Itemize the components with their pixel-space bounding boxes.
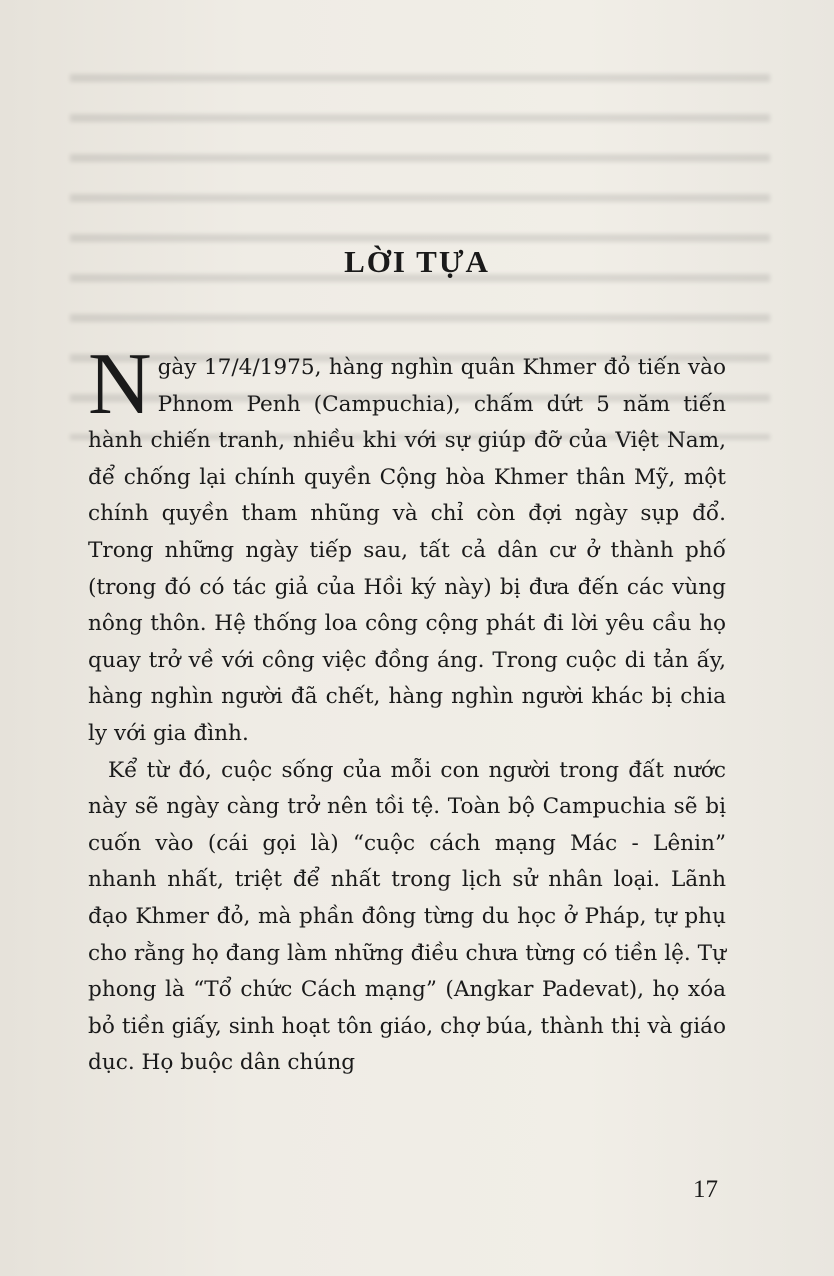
paragraph-1: [88, 336, 726, 753]
paragraph-2: Kể từ đó, cuộc sống của mỗi con người trong đất nước này sẽ ngày càng trở nên tồi tệ. Toàn bộ Campuchia sẽ bị cuốn vào (cái gọi là) “cuộc cách mạng Mác - Lênin” nhanh nhất, triệt để nhất trong lịch sử nhân loại. Lãnh đạo Khmer đỏ, mà phần đông từng du học ở Pháp, tự phụ cho rằng họ đang làm những điều chưa từng có tiền lệ. Tự phong là “Tổ chức Cách mạng” (Angkar Padevat), họ xóa bỏ tiền giấy, sinh hoạt tôn giáo, chợ búa, thành thị và giáo dục. Họ buộc dân chúng: [88, 757, 726, 1076]
drop-cap: N: [88, 336, 152, 433]
chapter-title: LỜI TỰA: [344, 244, 490, 279]
page-number: 17: [693, 1176, 718, 1203]
paragraph-1-text: gày 17/4/1975, hàng nghìn quân Khmer đỏ tiến vào Phnom Penh (Campuchia), chấm dứt 5 năm tiến hành chiến tranh, nhiều khi với sự giúp đỡ của Việt Nam, để chống lại chính quyền Cộng hòa Khmer thân Mỹ, một chính quyền tham nhũng và chỉ còn đợi ngày sụp đổ. Trong những ngày tiếp sau, tất cả dân cư ở thành phố (trong đó có tác giả của Hồi ký này) bị đưa đến các vùng nông thôn. Hệ thống loa công cộng phát đi lời yêu cầu họ quay trở về với công việc đồng áng. Trong cuộc di tản ấy, hàng nghìn người đã chết, hàng nghìn người khác bị chia ly với gia đình.: [88, 355, 726, 746]
body-text: [88, 336, 726, 1082]
